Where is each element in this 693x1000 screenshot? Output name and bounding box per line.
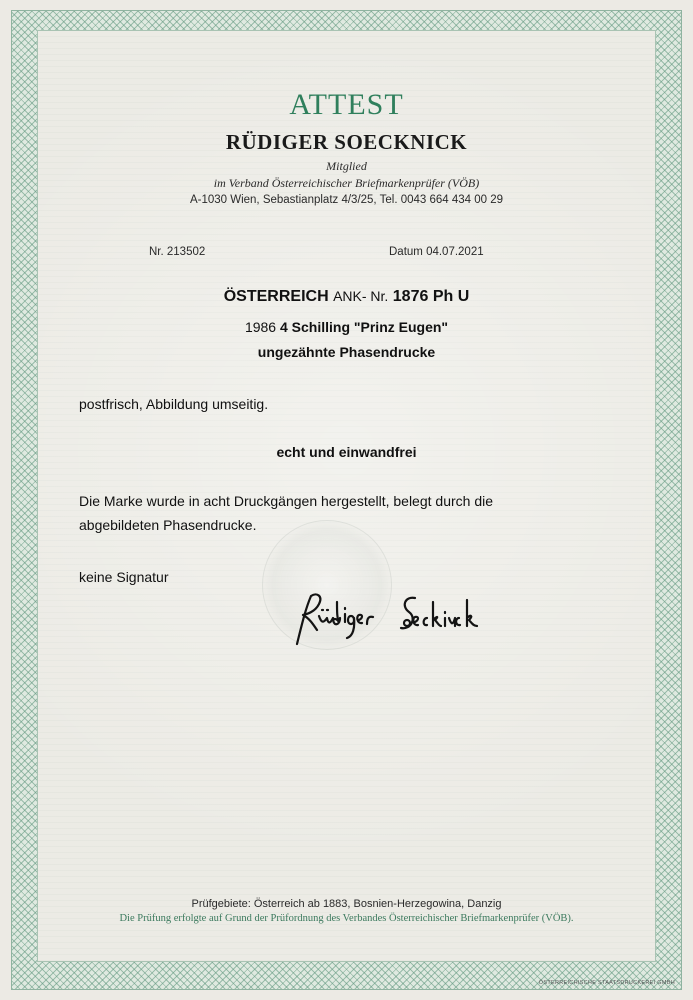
stamp-issue-line [0, 319, 693, 335]
stamp-year: 1986 [244, 319, 277, 335]
stamp-catalog-line [0, 288, 693, 306]
catalog-label: ANK- Nr. [333, 288, 389, 304]
description-line-2: abgebildeten Phasendrucke. [79, 517, 257, 533]
catalog-number: 1876 Ph U [392, 288, 470, 305]
examination-rules: Die Prüfung erfolgte auf Grund der Prüfordnung des Verbandes Österreichischer Briefmarkenprüfer (VÖB). [119, 913, 574, 924]
printer-imprint: ÖSTERREICHISCHE STAATSDRUCKEREI GMBH [538, 980, 675, 986]
examination-areas: Prüfgebiete: Österreich ab 1883, Bosnien-Herzegowina, Danzig [191, 898, 502, 910]
certificate-number: Nr. 213502 [149, 246, 206, 258]
stamp-country: ÖSTERREICH [223, 288, 329, 305]
member-label: Mitglied [326, 159, 367, 173]
signature-note: keine Signatur [79, 569, 169, 585]
description-line-1: Die Marke wurde in acht Druckgängen hergestellt, belegt durch die [79, 493, 494, 509]
condition-text: postfrisch, Abbildung umseitig. [79, 396, 269, 412]
address-line: A-1030 Wien, Sebastianplatz 4/3/25, Tel. 0043 664 434 00 29 [189, 194, 504, 206]
certificate-date: Datum 04.07.2021 [389, 246, 484, 258]
verdict-text: echt und einwandfrei [276, 444, 417, 460]
stamp-title: 4 Schilling "Prinz Eugen" [279, 319, 449, 335]
examiner-name: RÜDIGER SOECKNICK [225, 130, 468, 154]
stamp-variety: ungezähnte Phasendrucke [257, 344, 436, 360]
handwritten-signature [283, 588, 498, 650]
association-line: im Verband Österreichischer Briefmarkenprüfer (VÖB) [213, 176, 480, 190]
certificate-title: ATTEST [289, 88, 404, 121]
